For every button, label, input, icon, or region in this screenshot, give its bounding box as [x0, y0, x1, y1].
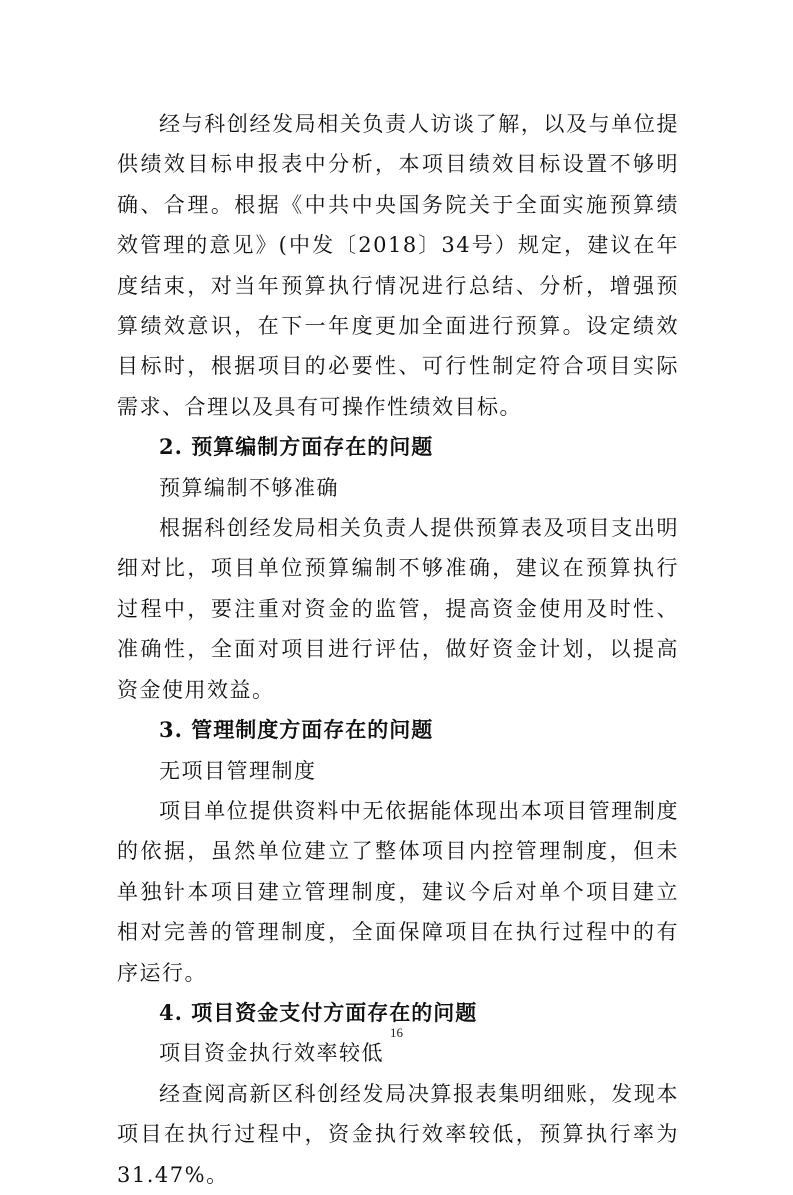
section-2-heading: 2. 预算编制方面存在的问题 — [159, 434, 434, 460]
section-3-body: 项目单位提供资料中无依据能体现出本项目管理制度的依据，虽然单位建立了整体项目内控管理制度，但未单独针本项目建立管理制度，建议今后对单个项目建立相对完善的管理制度，全面保障项目在执行过程中的有序运行。 — [117, 798, 679, 985]
section-2-body: 根据科创经发局相关负责人提供预算表及项目支出明细对比，项目单位预算编制不够准确，建议在预算执行过程中，要注重对资金的监管，提高资金使用及时性、准确性，全面对项目进行评估，做好资金计划，以提高资金使用效益。 — [117, 516, 679, 702]
section-2-subheading: 预算编制不够准确 — [159, 475, 339, 500]
section-4-subheading: 项目资金执行效率较低 — [159, 1041, 384, 1066]
paragraph-performance-goals: 经与科创经发局相关负责人访谈了解，以及与单位提供绩效目标申报表中分析，本项目绩效目标设置不够明确、合理。根据《中共中央国务院关于全面实施预算绩效管理的意见》(中发〔2018〕34号）规定，建议在年度结束，对当年预算执行情况进行总结、分析，增强预算绩效意识，在下一年度更加全面进行预算。设定绩效目标时，根据项目的必要性、可行性制定符合项目实际需求、合理以及具有可操作性绩效目标。 — [117, 112, 679, 419]
section-4-heading: 4. 项目资金支付方面存在的问题 — [159, 999, 478, 1025]
section-4-body: 经查阅高新区科创经发局决算报表集明细账，发现本项目在执行过程中，资金执行效率较低，预算执行率为 31.47%。 — [117, 1081, 679, 1187]
section-3-heading: 3. 管理制度方面存在的问题 — [159, 717, 434, 743]
page-number: 16 — [390, 1025, 403, 1040]
section-3-subheading: 无项目管理制度 — [159, 758, 317, 783]
